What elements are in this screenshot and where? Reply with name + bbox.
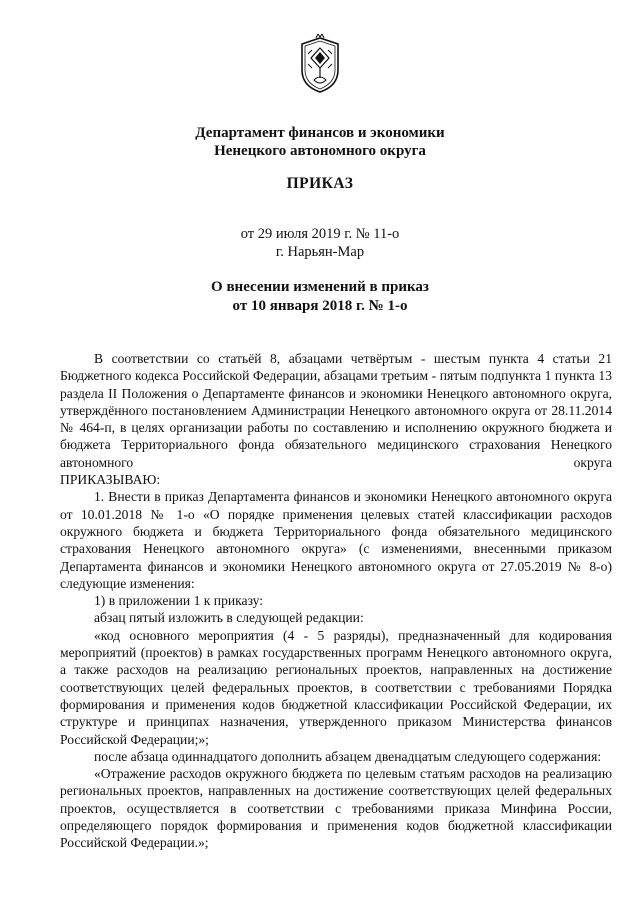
body-paragraph-instruction2: после абзаца одиннадцатого дополнить абзацем двенадцатым следующего содержания: — [94, 748, 602, 764]
department-name-line2: Ненецкого автономного округа — [214, 143, 426, 159]
body-paragraph-instruction1: абзац пятый изложить в следующей редакции: — [94, 610, 364, 626]
body-paragraph-quote2: «Отражение расходов окружного бюджета по целевым статьям расходов на реализацию региональных проектов, направленных на достижение соответствующих целей федеральных проектов, осуществляется в соответствии с требованиями приказа Минфина России, определяющего порядок формирования и применения кодов бюджетной классификации Российской Федерации.»; — [60, 766, 612, 851]
order-body — [60, 350, 612, 852]
subject-line2: от 10 января 2018 г. № 1-о — [232, 298, 408, 314]
document-type: ПРИКАЗ — [286, 175, 354, 192]
body-paragraph-quote1: «код основного мероприятия (4 - 5 разряды), предназначенный для кодирования мероприятий (проектов) в рамках государственных программ Ненецкого автономного округа, а также расходов на реализацию региональных проектов, направленных на достижение соответствующих целей федеральных проектов, в соответствии с требованиями Порядка формирования и применения кодов бюджетной классификации Российской Федерации, их структуре и принципах назначения, утвержденного приказом Министерства финансов Российской Федерации;»; — [60, 627, 612, 747]
subject-line1: О внесении изменений в приказ — [211, 279, 429, 295]
date-block — [0, 225, 640, 261]
order-date-number: от 29 июля 2019 г. № 11-о — [240, 226, 400, 242]
body-paragraph-subitem1: 1) в приложении 1 к приказу: — [94, 593, 264, 609]
department-name-line1: Департамент финансов и экономики — [195, 125, 445, 141]
body-paragraph-preamble: В соответствии со статьёй 8, абзацами четвёртым - шестым пункта 4 статьи 21 Бюджетного кодекса Российской Федерации, абзацами третьим - пятым подпункта 1 пункта 13 раздела II Положения о Департаменте финансов и экономики Ненецкого автономного округа, утверждённого постановлением Администрации Ненецкого автономного округа от 28.11.2014 № 464-п, в целях организации работы по составлению и исполнению окружного бюджета и бюджета Территориального фонда обязательного медицинского страхования Ненецкого автономного округа — [60, 351, 612, 470]
body-paragraph-order: ПРИКАЗЫВАЮ: — [60, 472, 161, 488]
department-header — [0, 124, 640, 160]
order-subject — [0, 278, 640, 316]
body-paragraph-item1: 1. Внести в приказ Департамента финансов и экономики Ненецкого автономного округа от 10.01.2018 № 1-о «О порядке применения целевых статей классификации расходов окружного бюджета и бюджета Территориального фонда обязательного медицинского страхования Ненецкого автономного округа» (с изменениями, внесенными приказом Департамента финансов и экономики Ненецкого автономного округа от 27.05.2019 № 8-о) следующие изменения: — [60, 489, 612, 591]
coat-of-arms-icon — [296, 34, 344, 96]
order-city: г. Нарьян-Мар — [275, 244, 365, 260]
